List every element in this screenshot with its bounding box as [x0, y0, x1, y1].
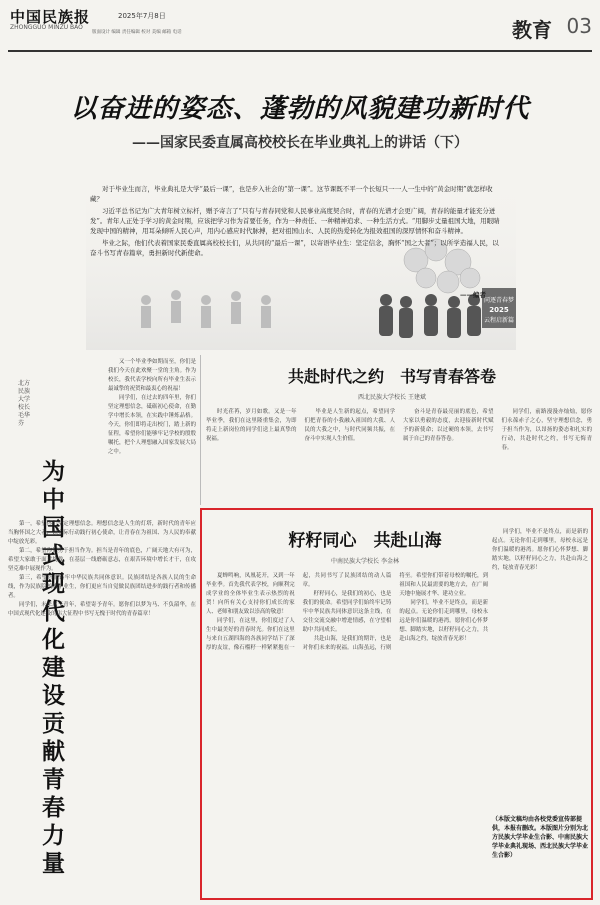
middle-article-author: 西北民族大学校长 王建斌 — [358, 394, 426, 401]
highlight-article-author: 中南民族大学校长 李金林 — [331, 558, 399, 565]
page-number: 03 — [566, 14, 592, 38]
header-divider — [8, 50, 592, 52]
left-article-headline: 为中国式现代化建设贡献青春力量 — [42, 458, 65, 877]
middle-paragraph: 时光荏苒，岁月如歌。又是一年毕业季，我们在这里隆重集会，为即将走上新岗位的同学们送上最真挚的祝福。 — [206, 409, 297, 442]
editor-credits: 版面设计 编辑 责任编辑 校对 美编 邮箱 电话 — [92, 30, 182, 35]
left-article-body — [8, 520, 196, 900]
highlight-paragraph: 同学们，毕业不是终点，而是新的起点。无论你们走到哪里，母校永远是你们温暖的港湾。愿你们心怀梦想、脚踏实地，以籽籽同心之力，共赴山海之约，绽放青春光彩！ — [399, 600, 488, 642]
highlight-paragraph: 夏蝉鸣响，凤凰花开，又到一年毕业季。首先我代表学校，向顺利完成学业的全体毕业生表示热烈的祝贺！向所有关心支持你们成长的家人、老师和朋友致以崇高的敬意！ — [206, 573, 295, 615]
intro-paragraph: 对于毕业生而言，毕业典礼是大学“最后一课”，也是步入社会的“第一课”。这节课既不平一个长短只一一人一生中的“黄金时期”就怎样收藏？ — [90, 185, 493, 203]
intro-editor-note — [90, 184, 500, 260]
middle-paragraph: 毕业是人生新的起点，希望同学们把青春的小我融入祖国的大我、人民的大我之中，与时代同频共振，在奋斗中实现人生价值。 — [304, 409, 395, 442]
highlight-paragraph: 共赴山海，是我们的期许，也是对你们未来的祝福。山海虽远，行则将至。希望你们带着母校的嘱托，到祖国和人民最需要的地方去，在广阔天地中施展才华、建功立业。 — [302, 573, 488, 651]
middle-paragraph: 同学们，前路漫漫亦灿灿，愿你们永葆赤子之心，坚守理想信念，勇于担当作为，以昂扬的姿态和扎实的行动，共赴时代之约，书写无悔青春。 — [501, 409, 592, 451]
main-headline: 以奋进的姿态、蓬勃的风貌建功新时代 — [70, 94, 530, 124]
left-paragraph: 又一个毕业季如期而至，你们是我们今天在此欢聚一堂的主角。作为校长，我代表学校向所有毕业生表示最诚挚的祝贺和最衷心的祝福！ — [108, 359, 196, 392]
middle-article-body — [206, 408, 592, 504]
issue-date: 2025年7月8日 — [118, 12, 166, 20]
column-divider — [200, 355, 201, 505]
masthead-english: ZHONGGUO MINZU BAO — [10, 24, 83, 31]
highlight-paragraph: 同学们，毕业不是终点，而是新的起点。无论你们走到哪里，母校永远是你们温暖的港湾。愿你们心怀梦想、脚踏实地，以籽籽同心之力，共赴山海之约，绽放青春光彩！ — [492, 529, 588, 571]
masthead: 中国民族报 — [10, 8, 91, 26]
highlight-article-body — [206, 572, 488, 892]
highlight-article-body-right — [492, 528, 588, 808]
intro-paragraph: 毕业之际，他们代表着国家民委直属高校校长们，从共同的“最后一课”，以寄语毕业生：坚定信念，胸怀“国之大者”；以所学造福人民，以奋斗书写青春篇章，勇担新时代新使命。 — [90, 239, 499, 257]
highlight-article-headline: 籽籽同心 共赴山海 — [288, 531, 442, 551]
left-paragraph: 同学们，未来属于青年，希望寄予青年。愿你们以梦为马、不负韶华，在中国式现代化建设的伟大征程中书写无愧于时代的青春篇章！ — [8, 602, 196, 617]
intro-byline: ——编者 — [460, 291, 486, 299]
highlight-paragraph: 同学们，在这里，你们度过了人生中最美好的青春时光。你们在这里与来自五湖四海的各族同学结下了深厚的友谊，像石榴籽一样紧紧抱在一起，共同书写了民族团结的动人篇章。 — [206, 573, 392, 651]
left-paragraph: 第一，希望你们坚定理想信念。理想信念是人生的灯塔，新时代的青年应当胸怀国之大者，以实际行动践行初心使命，让青春在为祖国、为人民的奉献中绽放光彩。 — [8, 521, 196, 545]
left-paragraph: 第二，希望你们勇于担当作为。担当是青年的底色，广阔天地大有可为，希望大家敢于面对挑战，在基层一线磨砺意志，在艰苦环境中增长才干，在攻坚克难中展现作为。 — [8, 548, 196, 572]
section-title: 教育 — [512, 18, 552, 42]
sign-text: 同逐青春梦 — [483, 297, 515, 304]
sign-text-2: 云程启新篇 — [483, 317, 515, 324]
middle-article-headline: 共赴时代之约 书写青春答卷 — [287, 367, 496, 386]
main-subtitle: ——国家民委直属高校校长在毕业典礼上的讲话（下） — [132, 135, 468, 151]
highlight-paragraph: 籽籽同心，是我们的初心，也是我们的使命。希望同学们始终牢记铸牢中华民族共同体意识这条主线，在交往交流交融中增进情感，在守望相助中共同成长。 — [302, 591, 392, 633]
left-paragraph: 第三，希望你们铸牢中华民族共同体意识。民族团结是各族人民的生命线，作为民族院校的毕业生，你们更应当自觉做民族团结进步的践行者和传播者。 — [8, 575, 196, 599]
sign-year: 2025 — [489, 306, 509, 314]
left-article-body-top — [108, 358, 196, 516]
left-article-author: 北方民族大学校长 毛华芬 — [18, 380, 31, 427]
editorial-note: （本版文稿均由各校党委宣传部提供，本报有删改。本版图片分别为北方民族大学毕业生合影、中南民族大学毕业典礼现场、西北民族大学毕业生合影） — [492, 816, 589, 859]
middle-paragraph: 奋斗是青春最亮丽的底色，希望大家以勇毅的态度，去迎接新时代赋予的新使命；以过硬的本领，去书写属于自己的青春答卷。 — [403, 409, 494, 442]
left-paragraph: 同学们，在过去的四年里，你们坚定理想信念，砥砺初心使命，在勤学中增长本领，在实践中锤炼品格。今天，你们即将走出校门，踏上新的征程，希望你们能够牢记学校的殷殷嘱托，把个人理想融入国家发展大局之中。 — [108, 395, 196, 455]
intro-paragraph: 习近平总书记为广大青年树立标杆，赠予寄言了“只有与青春同党和人民事业高度契合时，青春的光谱才会更广阔，青春的能量才能充分迸发”。青年人正处于学习的黄金时期，应该把学习作为首要任务，作为一种责任、一种精神追求、一种生活方式。“用脚步丈量祖国大地，用眼睛发现中国的精神，用耳朵倾听人民心声，用内心感应时代脉搏，把对祖国山水、人民的热爱转化为报效祖国的深厚情怀和奋斗精神。 — [90, 207, 500, 235]
